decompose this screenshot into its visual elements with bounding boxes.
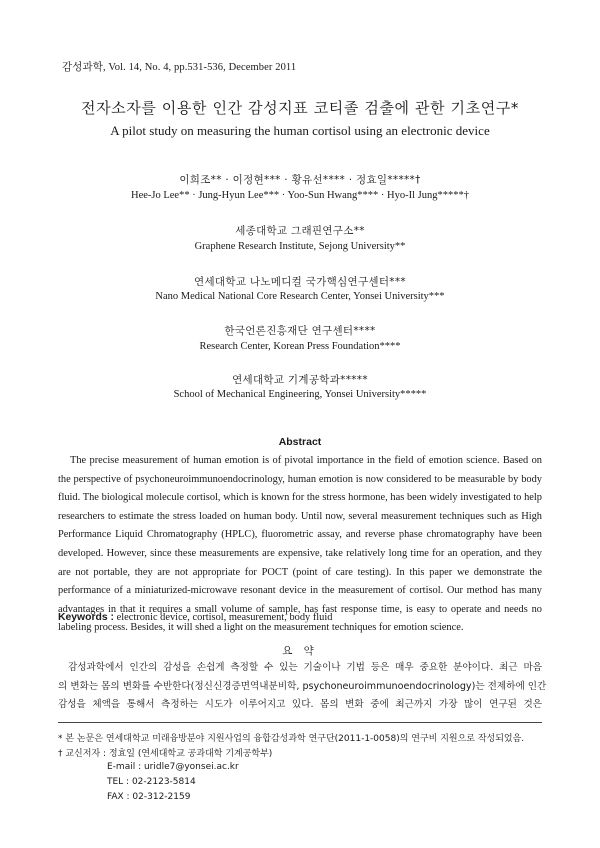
journal-citation: 감성과학, Vol. 14, No. 4, pp.531-536, December 2011 (62, 62, 297, 73)
abstract-line: are not portable, they are not appropriate for POCT (point of care testing). In this paper we demonstrate the (58, 566, 542, 578)
abstract-line: labeling process. Besides, it will shed a light on the measurement techniques for emotion science. (58, 622, 464, 634)
affiliation-3-korean: 한국언론진흥재단 연구센터**** (224, 325, 376, 337)
footnote-funding: * 본 논문은 연세대학교 미래융방분야 지원사업의 융합감성과학 연구단(2011-1-0058)의 연구비 지원으로 작성되었음. (58, 734, 525, 744)
footnote-tel: TEL : 02-2123-5814 (107, 777, 196, 787)
summary-line: 감성과학에서 인간의 감성을 손쉽게 측정할 수 있는 기술이나 기법 등은 매우 중요한 분야이다. 최근 마음 (68, 662, 542, 673)
summary-body (58, 659, 547, 715)
title-english: A pilot study on measuring the human cortisol using an electronic device (110, 123, 490, 138)
title-korean: 전자소자를 이용한 인간 감성지표 코티졸 검출에 관한 기초연구* (80, 99, 520, 117)
summary-line: 의 변화는 몸의 변화를 수반한다(정신신경증면역내분비학, psychoneuroimmunoendocrinology)는 전제하에 인간 (58, 680, 547, 692)
affiliation-3-english: Research Center, Korean Press Foundation**** (199, 341, 401, 352)
abstract-body (58, 452, 542, 638)
abstract-line: The precise measurement of human emotion is of pivotal importance in the field of emotion science. Based on (70, 455, 542, 466)
abstract-line: performance of a miniaturized-microwave resonant device in the measurement of cortisol. Our method has many (58, 585, 542, 597)
keywords (58, 612, 332, 623)
abstract-heading: Abstract (278, 436, 322, 448)
abstract-line: the perspective of psychoneuroimmunoendocrinology, human emotion is now considered to be measurable by body (58, 473, 542, 485)
keywords-text: electronic device, cortisol, measurement, body fluid (116, 612, 333, 623)
abstract-line: researchers to estimate the stress loaded on human body. Until now, several measurement techniques such as High (58, 510, 542, 522)
affiliation-2-english: Nano Medical National Core Research Center, Yonsei University*** (155, 291, 445, 302)
affiliation-1-english: Graphene Research Institute, Sejong University** (194, 241, 406, 252)
keywords-label: Keywords : (58, 612, 115, 623)
footnote-fax: FAX : 02-312-2159 (107, 792, 191, 802)
affiliation-2-korean: 연세대학교 나노메디컬 국가핵심연구센터*** (194, 276, 406, 288)
affiliation-1-korean: 세종대학교 그래핀연구소** (235, 225, 365, 237)
summary-line: 감성을 체액을 통해서 측정하는 시도가 이루어지고 있다. 몸의 변화 중에 최근까지 가장 많이 연구된 것은 (58, 699, 542, 710)
authors-english: Hee-Jo Lee** · Jung-Hyun Lee*** · Yoo-Sun Hwang**** · Hyo-Il Jung*****† (131, 190, 469, 201)
footnote-corresponding-author: † 교신저자 : 정효일 (연세대학교 공과대학 기계공학부) (58, 749, 273, 759)
affiliation-4-korean: 연세대학교 기계공학과***** (232, 374, 368, 386)
footnote-email: E-mail : uridle7@yonsei.ac.kr (107, 762, 239, 772)
abstract-line: Performance Liquid Chromatography (HPLC), fluorometric assay, and reverse phase chromatography have been (58, 529, 542, 541)
authors-korean: 이희조** · 이정현*** · 황유선**** · 정효일*****† (179, 174, 421, 186)
abstract-line: developed. However, since these measurements are expensive, take relatively long time for an operation, and they (58, 547, 542, 559)
affiliation-4-english: School of Mechanical Engineering, Yonsei University***** (173, 389, 427, 400)
abstract-line: fluid. The biological molecule cortisol, which is known for the stress hormone, has been widely investigated to help (58, 492, 542, 504)
summary-heading: 요 약 (282, 645, 318, 657)
footnote-divider (58, 722, 542, 723)
abstract-line: advantages in that it requires a small volume of sample, has fast response time, is easy to operate and needs no (58, 603, 542, 615)
